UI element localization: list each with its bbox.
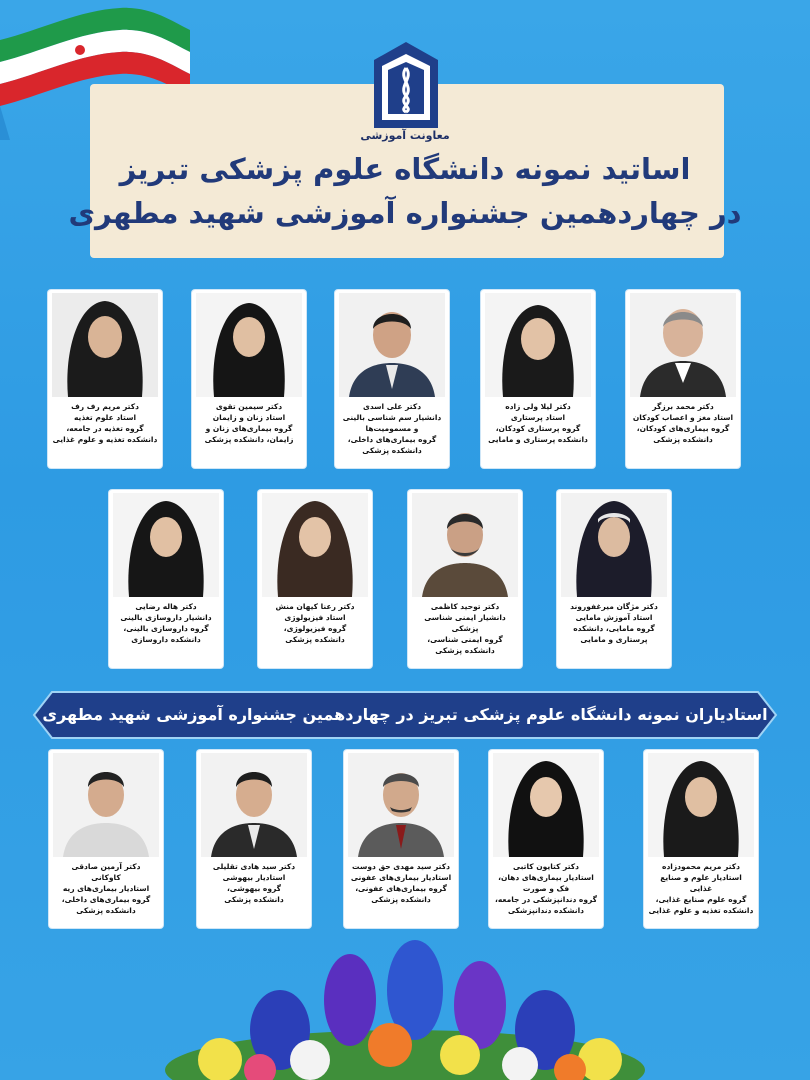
- professor-card: [557, 490, 671, 668]
- professor-name: دکتر سید هادی تقلیلی: [212, 862, 296, 871]
- professor-title: استاد علوم تغذیه گروه تغذیه در جامعه، دانشکده تغذیه و علوم غذایی: [52, 413, 158, 444]
- professor-card: [335, 290, 449, 468]
- portrait-photo: [53, 753, 159, 857]
- professor-name: دکتر مریم رف رف: [71, 402, 139, 411]
- professor-card: [258, 490, 372, 668]
- page-title-line2: در چهاردهمین جشنواره آموزشی شهید مطهری: [68, 196, 742, 230]
- portrait-photo: [648, 753, 754, 857]
- portrait-photo: [113, 493, 219, 597]
- portrait-photo: [348, 753, 454, 857]
- professor-card: [408, 490, 522, 668]
- professor-title: استادیار بیماری‌های ریه گروه بیماری‌های داخلی، دانشکده پزشکی: [61, 884, 151, 915]
- professor-card: [109, 490, 223, 668]
- professor-name: دکتر محمد برزگر: [652, 402, 714, 411]
- section-banner-title: استادیاران نمونه دانشگاه علوم پزشکی تبریز در چهاردهمین جشنواره آموزشی شهید مطهری: [42, 705, 768, 724]
- professor-title: دانشیار ایمنی شناسی پزشکی گروه ایمنی شناسی، دانشکده پزشکی: [424, 613, 506, 655]
- professor-title: استادیار بیماری‌های عفونی گروه بیماری‌های عفونی، دانشکده پزشکی: [350, 873, 452, 904]
- professor-name: دکتر هاله رضایی: [135, 602, 197, 611]
- portrait-photo: [485, 293, 591, 397]
- professor-card: [49, 750, 163, 928]
- portrait-photo: [561, 493, 667, 597]
- professor-name: دکتر مژگان میرغفوروند: [570, 602, 658, 611]
- professor-title: استاد فیزیولوژی گروه فیزیولوژی، دانشکده پزشکی: [283, 613, 347, 644]
- professor-card: [644, 750, 758, 928]
- professor-card: [489, 750, 603, 928]
- professor-title: استاد زنان و زایمان گروه بیماری‌های زنان و زایمان، دانشکده پزشکی: [204, 413, 294, 444]
- professor-name: دکتر مریم محمودزاده: [662, 862, 740, 871]
- professor-title: استادیار بیماری‌های دهان، فک و صورت گروه دندانپزشکی در جامعه، دانشکده دندانپزشکی: [494, 873, 598, 915]
- professor-title: دانشیار سم شناسی بالینی و مسمومیت‌ها گروه بیماری‌های داخلی، دانشکده پزشکی: [342, 413, 442, 455]
- portrait-photo: [412, 493, 518, 597]
- portrait-photo: [630, 293, 736, 397]
- portrait-photo: [52, 293, 158, 397]
- professor-title: استاد آموزش مامایی گروه مامایی، دانشکده پرستاری و مامایی: [573, 613, 655, 644]
- professor-title: استادیار علوم و صنایع غذایی گروه علوم صنایع غذایی، دانشکده تغذیه و علوم غذایی: [648, 873, 754, 915]
- professor-card: [48, 290, 162, 468]
- flower-bouquet-decoration: [160, 920, 650, 1080]
- portrait-photo: [493, 753, 599, 857]
- professor-name: دکتر توحید کاظمی: [430, 602, 500, 611]
- portrait-photo: [201, 753, 307, 857]
- professor-title: استادیار بیهوشی گروه بیهوشی، دانشکده پزشکی: [222, 873, 286, 904]
- professor-name: دکتر کتایون کاتبی: [513, 862, 579, 871]
- vice-chancellor-label: معاونت آموزشی: [360, 129, 450, 142]
- university-logo: [370, 40, 442, 132]
- professor-name: دکتر رعنا کیهان منش: [275, 602, 355, 611]
- professor-name: دکتر آرمین صادقی کاوکانی: [71, 862, 141, 882]
- professor-title: استاد پرستاری گروه پرستاری کودکان، دانشکده پرستاری و مامایی: [488, 413, 588, 444]
- professor-title: دانشیار داروسازی بالینی گروه داروسازی بالینی، دانشکده داروسازی: [120, 613, 212, 644]
- portrait-photo: [196, 293, 302, 397]
- professor-name: دکتر علی اسدی: [362, 402, 422, 411]
- professor-name: دکتر سید مهدی حق دوست: [352, 862, 450, 871]
- professor-name: دکتر سیمین تقوی: [215, 402, 283, 411]
- professor-title: استاد مغز و اعصاب کودکان گروه بیماری‌های کودکان، دانشکده پزشکی: [632, 413, 734, 444]
- professor-card: [192, 290, 306, 468]
- professor-name: دکتر لیلا ولی زاده: [505, 402, 571, 411]
- professor-card: [481, 290, 595, 468]
- professor-card: [197, 750, 311, 928]
- portrait-photo: [339, 293, 445, 397]
- professor-card: [344, 750, 458, 928]
- page-title-line1: اساتید نمونه دانشگاه علوم پزشکی تبریز: [119, 152, 691, 186]
- portrait-photo: [262, 493, 368, 597]
- professor-card: [626, 290, 740, 468]
